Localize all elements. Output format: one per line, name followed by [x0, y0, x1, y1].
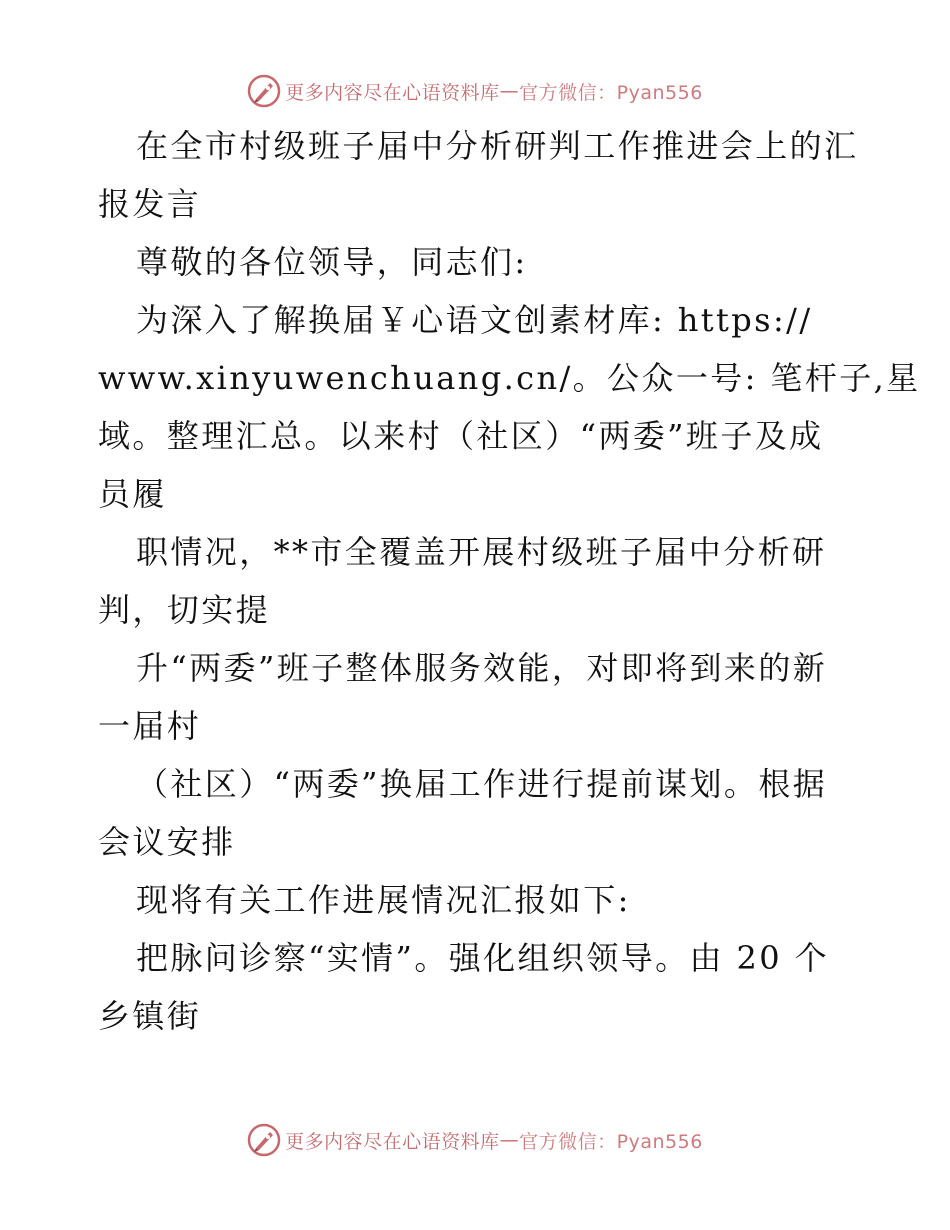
paragraph-line: 员履	[98, 475, 167, 513]
salutation: 尊敬的各位领导，同志们:	[136, 243, 528, 281]
footer-watermark	[0, 1123, 950, 1157]
watermark-dash: —	[499, 80, 520, 102]
watermark-text: 更多内容尽在心语资料库	[285, 1130, 500, 1153]
paragraph-line: 乡镇街	[98, 997, 202, 1035]
paragraph-line: www.xinyuwenchuang.cn/。公众一号: 笔杆子,星	[98, 359, 921, 397]
paragraph-line: 升“两委”班子整体服务效能，对即将到来的新	[136, 649, 828, 687]
paragraph-line: （社区）“两委”换届工作进行提前谋划。根据	[136, 765, 828, 803]
paragraph-line: 判，切实提	[98, 591, 271, 629]
watermark-contact: 官方微信：Pyan556	[519, 81, 703, 104]
document-body	[98, 117, 921, 1045]
watermark-text: 更多内容尽在心语资料库	[285, 81, 500, 104]
paragraph-line: 职情况，**市全覆盖开展村级班子届中分析研	[136, 533, 827, 571]
watermark-contact: 官方微信：Pyan556	[519, 1130, 703, 1153]
watermark-dash: —	[499, 1129, 520, 1151]
paragraph-line: 会议安排	[98, 823, 236, 861]
paragraph-line: 现将有关工作进展情况汇报如下:	[136, 881, 631, 919]
paragraph-line: 域。整理汇总。以来村（社区）“两委”班子及成	[98, 417, 824, 455]
pen-logo-icon	[247, 74, 281, 108]
header-watermark	[0, 74, 950, 108]
pen-logo-icon	[247, 1123, 281, 1157]
title-line-2: 报发言	[98, 185, 202, 223]
paragraph-line: 把脉问诊察“实情”。强化组织领导。由 20 个	[136, 939, 829, 977]
paragraph-line: 为深入了解换届￥心语文创素材库: https://	[136, 301, 813, 339]
title-line-1: 在全市村级班子届中分析研判工作推进会上的汇	[136, 127, 859, 165]
paragraph-line: 一届村	[98, 707, 202, 745]
